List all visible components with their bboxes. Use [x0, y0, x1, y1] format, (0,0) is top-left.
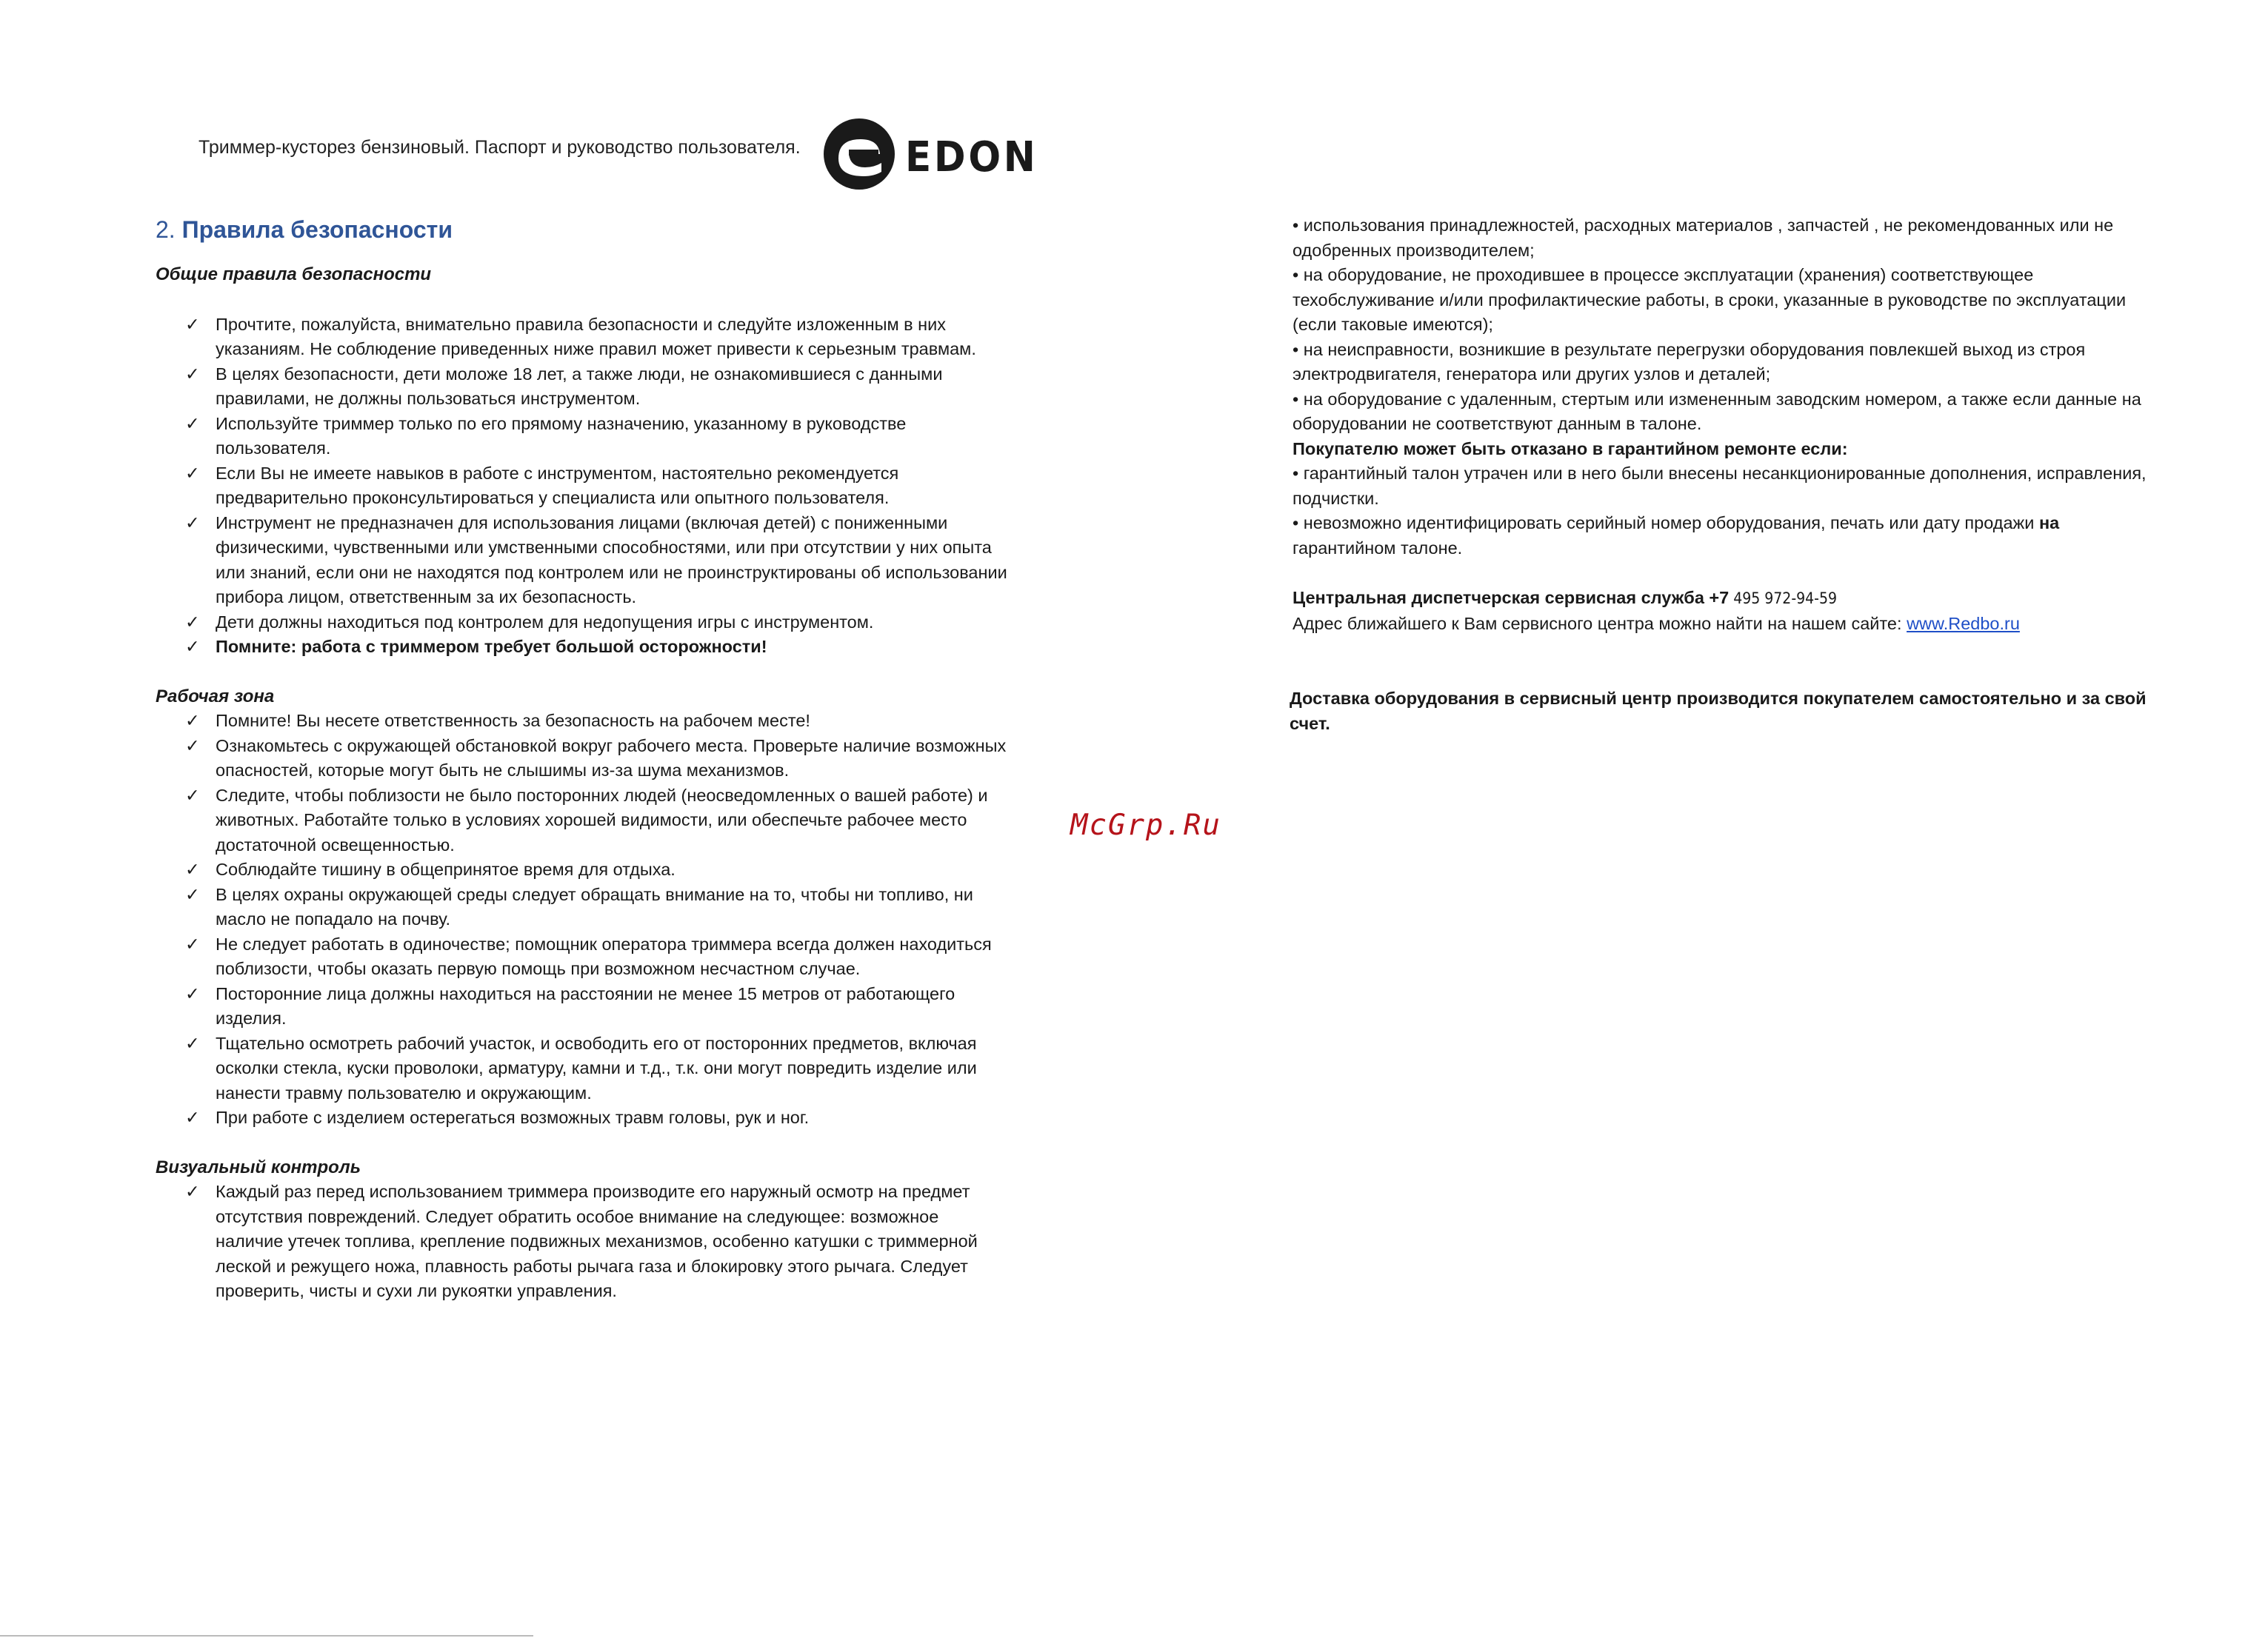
- checkmark-icon: ✓: [185, 735, 200, 755]
- delivery-note: Доставка оборудования в сервисный центр производится покупателем самостоятельно и за свой счет.: [1290, 689, 2147, 733]
- refusal-item: • гарантийный талон утрачен или в него были внесены несанкционированные дополнения, исправления, подчистки.: [1293, 464, 2147, 508]
- service-line: [1293, 586, 2152, 612]
- list-item: ✓ Если Вы не имеете навыков в работе с инструментом, настоятельно рекомендуется предварительно проконсультироваться у специалиста или опытного пользователя.: [156, 461, 1007, 511]
- list-item: ✓ Тщательно осмотреть рабочий участок, и освободить его от посторонних предметов, включая осколки стекла, куски проволоки, арматуру, камни и т.д., т.к. они могут повредить изделие или нанести травму пользователю и окружающим.: [156, 1032, 1007, 1106]
- visual-control-list: [156, 1180, 1007, 1304]
- list-item: ✓ Используйте триммер только по его прямому назначению, указанному в руководстве пользователя.: [156, 412, 1007, 461]
- refusal-heading: Покупателю может быть отказано в гарантийном ремонте если:: [1293, 438, 1848, 458]
- section-heading: [156, 215, 1007, 244]
- list-item-bold: ✓ Помните: работа с триммером требует большой осторожности!: [156, 635, 1007, 660]
- list-item: ✓ Помните! Вы несете ответственность за безопасность на рабочем месте!: [156, 709, 1007, 734]
- list-item: ✓ Посторонние лица должны находиться на расстоянии не менее 15 метров от работающего изделия.: [156, 982, 1007, 1032]
- list-item: ✓ Прочтите, пожалуйста, внимательно правила безопасности и следуйте изложенным в них указаниям. Не соблюдение приведенных ниже правил может привести к серьезным травмам.: [156, 312, 1007, 362]
- visual-control-heading: Визуальный контроль: [156, 1157, 361, 1177]
- checkmark-icon: ✓: [185, 884, 200, 904]
- list-item: ✓ В целях безопасности, дети моложе 18 лет, а также люди, не ознакомившиеся с данными правилами, не должны пользоваться инструментом.: [156, 362, 1007, 412]
- checkmark-icon: ✓: [185, 463, 200, 483]
- checkmark-icon: ✓: [185, 711, 200, 730]
- list-item: ✓ При работе с изделием остерегаться возможных травм головы, рук и ног.: [156, 1106, 1007, 1131]
- checkmark-icon: ✓: [185, 637, 200, 656]
- service-phone: 495 972-94-59: [1729, 589, 1838, 607]
- edon-logo: [822, 117, 1037, 191]
- warranty-bullet: • использования принадлежностей, расходных материалов , запчастей , не рекомендованных или не одобренных производителем;: [1293, 215, 2114, 260]
- list-item: ✓ Следите, чтобы поблизости не было посторонних людей (неосведомленных о вашей работе) и животных. Работайте только в условиях хорошей видимости, или обеспечьте рабочее место достаточной освещенностью.: [156, 783, 1007, 858]
- watermark: McGrp.Ru: [1070, 809, 1221, 842]
- list-item: ✓ Не следует работать в одиночестве; помощник оператора триммера всегда должен находиться поблизости, чтобы оказать первую помощь при возможном несчастном случае.: [156, 932, 1007, 982]
- list-item: ✓ Каждый раз перед использованием триммера производите его наружный осмотр на предмет отсутствия повреждений. Следует обратить особое внимание на следующее: возможное наличие утечек топлива, крепление подвижных механизмов, особенно катушки с триммерной леской и режущего ножа, плавность работы рычага газа и блокировку этого рычага. Следует проверить, чисты и сухи ли рукоятки управления.: [156, 1180, 1007, 1304]
- edon-e-logo-icon: [822, 117, 896, 191]
- warranty-bullet: • на оборудование с удаленным, стертым или измененным заводским номером, а также если данные на оборудовании не соответствуют данным в талоне.: [1293, 389, 2141, 433]
- general-rules-list: [156, 312, 1007, 660]
- warranty-bullet: • на оборудование, не проходившее в процессе эксплуатации (хранения) соответствующее техобслуживание и/или профилактические работы, в сроки, указанные в руководстве по эксплуатации (если таковые имеются);: [1293, 265, 2127, 334]
- checkmark-icon: ✓: [185, 1108, 200, 1127]
- checkmark-icon: ✓: [185, 1182, 200, 1201]
- list-item: ✓ В целях охраны окружающей среды следует обращать внимание на то, чтобы ни топливо, ни масло не попадало на почву.: [156, 883, 1007, 932]
- right-column: [1290, 213, 2152, 736]
- logo-wordmark: EDON: [905, 133, 1038, 181]
- service-address: Адрес ближайшего к Вам сервисного центра можно найти на нашем сайте: www.Redbo.ru: [1293, 613, 2020, 633]
- checkmark-icon: ✓: [185, 413, 200, 433]
- document-header-title: Триммер-кусторез бензиновый. Паспорт и руководство пользователя.: [199, 137, 801, 158]
- list-item: ✓ Соблюдайте тишину в общепринятое время для отдыха.: [156, 858, 1007, 883]
- refusal-item: • невозможно идентифицировать серийный номер оборудования, печать или дату продажи на гарантийном талоне.: [1293, 513, 2060, 558]
- workzone-heading: Рабочая зона: [156, 686, 275, 706]
- checkmark-icon: ✓: [185, 785, 200, 805]
- checkmark-icon: ✓: [185, 934, 200, 954]
- section-title: Правила безопасности: [181, 216, 453, 243]
- left-column: [156, 215, 1007, 1304]
- service-site-link[interactable]: www.Redbo.ru: [1907, 613, 2020, 633]
- checkmark-icon: ✓: [185, 364, 200, 384]
- footer-divider: [0, 1635, 533, 1637]
- checkmark-icon: ✓: [185, 860, 200, 879]
- checkmark-icon: ✓: [185, 314, 200, 334]
- warranty-bullet: • на неисправности, возникшие в результате перегрузки оборудования повлекшей выход из строя электродвигателя, генератора или других узлов и деталей;: [1293, 339, 2086, 384]
- list-item: ✓ Инструмент не предназначен для использования лицами (включая детей) с пониженными физическими, чувственными или умственными способностями, или при отсутствии у них опыта или знаний, если они не находятся под контролем или не проинструктированы об использовании прибора лицом, ответственным за их безопасность.: [156, 511, 1007, 610]
- list-item: ✓ Ознакомьтесь с окружающей обстановкой вокруг рабочего места. Проверьте наличие возможных опасностей, которые могут быть не слышимы из-за шума механизмов.: [156, 734, 1007, 783]
- general-rules-heading: Общие правила безопасности: [156, 264, 432, 284]
- workzone-list: [156, 709, 1007, 1131]
- checkmark-icon: ✓: [185, 612, 200, 632]
- list-item: ✓ Дети должны находиться под контролем для недопущения игры с инструментом.: [156, 610, 1007, 635]
- checkmark-icon: ✓: [185, 1033, 200, 1053]
- checkmark-icon: ✓: [185, 983, 200, 1003]
- section-number: 2.: [156, 216, 176, 243]
- checkmark-icon: ✓: [185, 512, 200, 532]
- service-label: Центральная диспетчерская сервисная служба +7: [1293, 588, 1730, 607]
